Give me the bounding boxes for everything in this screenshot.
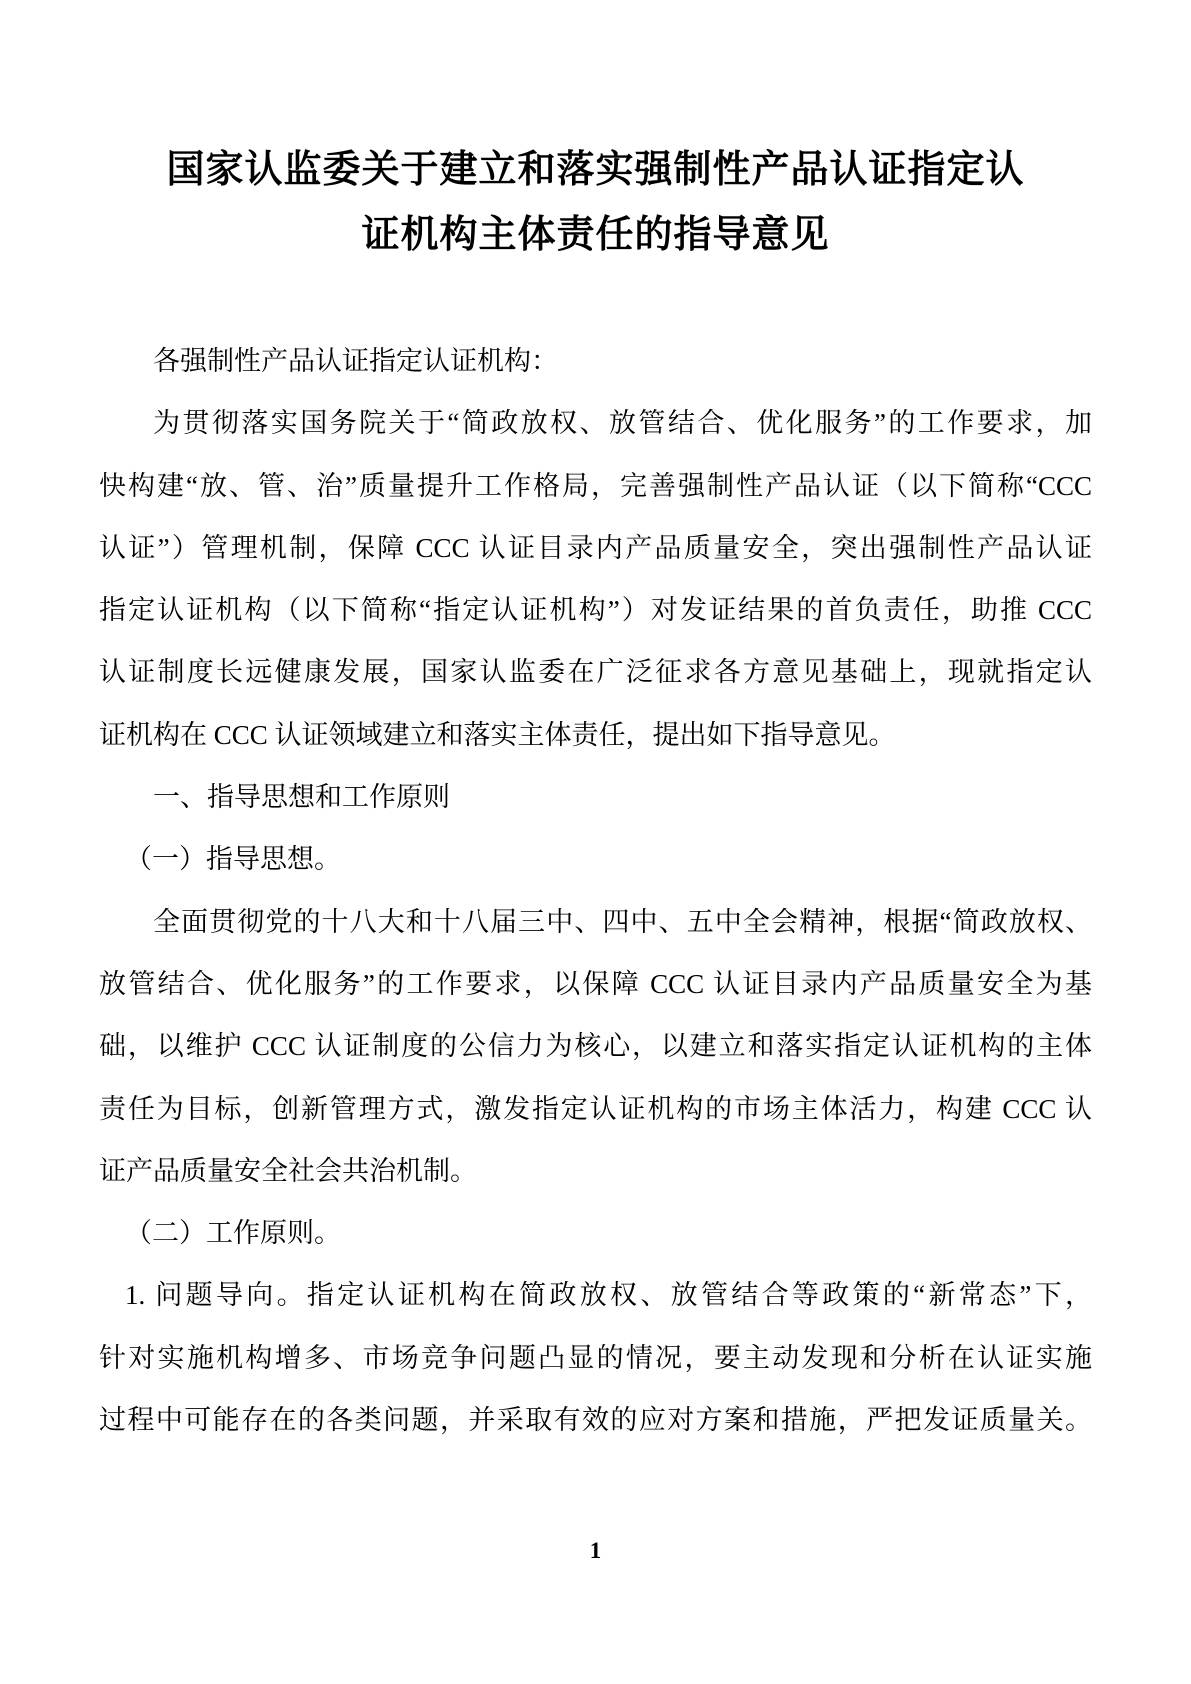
paragraph-line: 针对实施机构增多、市场竞争问题凸显的情况，要主动发现和分析在认证实施: [99, 1342, 1092, 1373]
paragraph-line: 指定认证机构（以下简称“指定认证机构”）对发证结果的首负责任，助推 CCC: [99, 595, 1092, 626]
body-text: [0, 330, 1191, 1451]
section-heading-1: 一、指导思想和工作原则: [153, 782, 450, 813]
title-line-2: 证机构主体责任的指导意见: [361, 214, 830, 256]
paragraph-line: 为贯彻落实国务院关于“简政放权、放管结合、优化服务”的工作要求，加: [153, 408, 1092, 439]
document-title: [0, 0, 1191, 268]
paragraph-line: 过程中可能存在的各类问题，并采取有效的应对方案和措施，严把发证质量关。: [99, 1405, 1092, 1436]
paragraph-line: 快构建“放、管、治”质量提升工作格局，完善强制性产品认证（以下简称“CCC: [99, 470, 1092, 501]
subsection-heading-1-2: （二）工作原则。: [125, 1218, 341, 1249]
paragraph-line: 证产品质量安全社会共治机制。: [99, 1155, 477, 1186]
paragraph-line: 1. 问题导向。指定认证机构在简政放权、放管结合等政策的“新常态”下，: [125, 1280, 1092, 1311]
salutation-line: 各强制性产品认证指定认证机构：: [153, 346, 558, 376]
paragraph-line: 证机构在 CCC 认证领域建立和落实主体责任，提出如下指导意见。: [99, 719, 896, 750]
paragraph-line: 认证”）管理机制，保障 CCC 认证目录内产品质量安全，突出强制性产品认证: [99, 532, 1092, 563]
paragraph-line: 责任为目标，创新管理方式，激发指定认证机构的市场主体活力，构建 CCC 认: [99, 1093, 1092, 1124]
title-line-1: 国家认监委关于建立和落实强制性产品认证指定认: [166, 149, 1025, 191]
page-number: 1: [589, 1538, 602, 1563]
paragraph-line: 放管结合、优化服务”的工作要求，以保障 CCC 认证目录内产品质量安全为基: [99, 968, 1092, 999]
subsection-heading-1-1: （一）指导思想。: [125, 844, 341, 875]
paragraph-line: 全面贯彻党的十八大和十八届三中、四中、五中全会精神，根据“简政放权、: [153, 906, 1092, 937]
paragraph-line: 认证制度长远健康发展，国家认监委在广泛征求各方意见基础上，现就指定认: [99, 657, 1092, 688]
paragraph-line: 础，以维护 CCC 认证制度的公信力为核心，以建立和落实指定认证机构的主体: [99, 1031, 1092, 1062]
